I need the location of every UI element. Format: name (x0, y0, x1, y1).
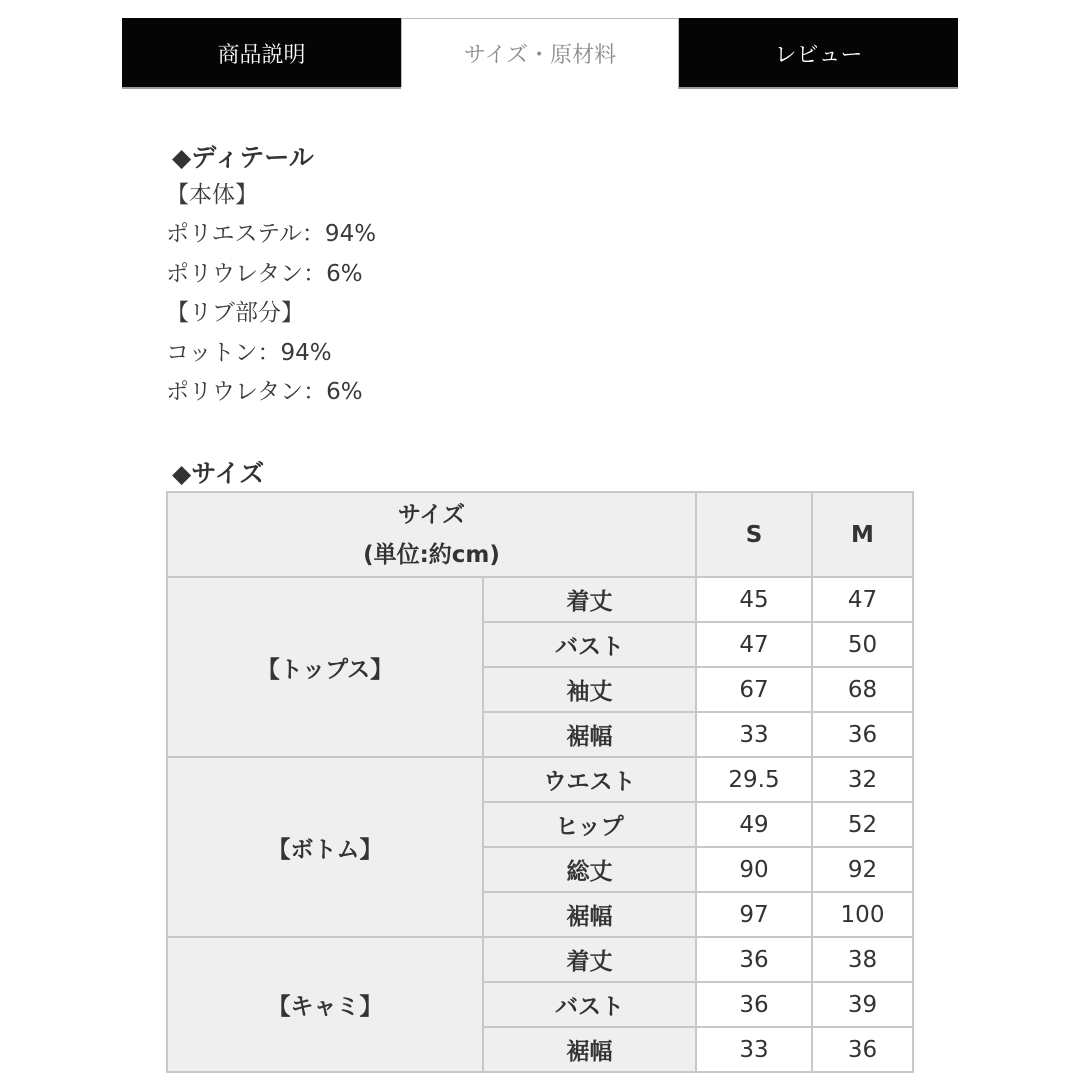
details-line: 【本体】 (166, 182, 258, 208)
cell-value: 45 (696, 577, 812, 622)
cell-value: 39 (812, 982, 913, 1027)
cell-value: 50 (812, 622, 913, 667)
cell-value: 33 (696, 1027, 812, 1072)
row-label: ウエスト (483, 757, 696, 802)
details-heading: ◆ディテール (172, 143, 314, 172)
size-unit-label: (単位:約cm) (363, 541, 500, 568)
row-label: 着丈 (483, 577, 696, 622)
table-row (167, 577, 913, 622)
cell-value: 100 (812, 892, 913, 937)
cell-value: 52 (812, 802, 913, 847)
row-label: 裾幅 (483, 712, 696, 757)
size-table (166, 491, 914, 1073)
cell-value: 97 (696, 892, 812, 937)
column-header-m: M (812, 492, 913, 577)
details-line: コットン：94% (166, 339, 332, 366)
row-label: 裾幅 (483, 892, 696, 937)
cell-value: 68 (812, 667, 913, 712)
details-list (166, 176, 376, 412)
cell-value: 36 (812, 712, 913, 757)
row-label: 着丈 (483, 937, 696, 982)
tab-reviews[interactable]: レビュー (679, 18, 958, 88)
cell-value: 29.5 (696, 757, 812, 802)
cell-value: 33 (696, 712, 812, 757)
cell-value: 36 (812, 1027, 913, 1072)
table-row (167, 757, 913, 802)
cell-value: 47 (696, 622, 812, 667)
details-line: ポリウレタン：6% (166, 378, 363, 405)
cell-value: 92 (812, 847, 913, 892)
group-label-tops: 【トップス】 (167, 577, 483, 757)
row-label: 裾幅 (483, 1027, 696, 1072)
details-line: 【リブ部分】 (166, 300, 304, 327)
size-header-label: サイズ (397, 501, 466, 528)
group-label-camisole: 【キャミ】 (167, 937, 483, 1072)
tab-product-description[interactable]: 商品説明 (122, 18, 401, 88)
size-unit-header (167, 492, 696, 577)
product-tabs (122, 18, 958, 88)
row-label: 袖丈 (483, 667, 696, 712)
row-label: バスト (483, 622, 696, 667)
tab-size-materials[interactable]: サイズ・原材料 (401, 18, 679, 88)
row-label: 総丈 (483, 847, 696, 892)
cell-value: 90 (696, 847, 812, 892)
cell-value: 36 (696, 982, 812, 1027)
cell-value: 67 (696, 667, 812, 712)
cell-value: 32 (812, 757, 913, 802)
size-heading: ◆サイズ (172, 459, 265, 488)
details-line: ポリエステル：94% (166, 221, 377, 248)
column-header-s: S (696, 492, 812, 577)
cell-value: 38 (812, 937, 913, 982)
cell-value: 36 (696, 937, 812, 982)
row-label: バスト (483, 982, 696, 1027)
tab-underline-gap (401, 87, 678, 89)
row-label: ヒップ (483, 802, 696, 847)
table-row (167, 937, 913, 982)
table-header-row (167, 492, 913, 577)
cell-value: 49 (696, 802, 812, 847)
cell-value: 47 (812, 577, 913, 622)
details-line: ポリウレタン：6% (166, 260, 363, 287)
group-label-bottoms: 【ボトム】 (167, 757, 483, 937)
